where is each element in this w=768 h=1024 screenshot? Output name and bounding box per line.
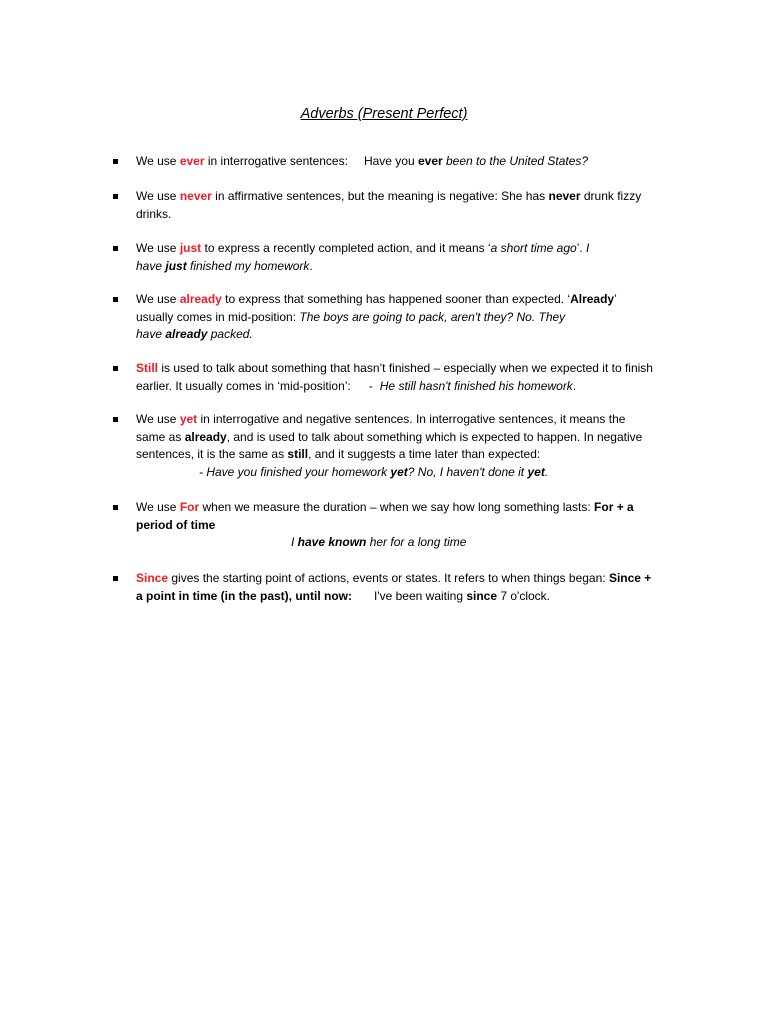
bullet-icon bbox=[113, 576, 118, 581]
text-line bbox=[136, 464, 676, 482]
keyword-just: just bbox=[179, 241, 202, 255]
text-line bbox=[136, 570, 676, 588]
keyword-already: already bbox=[179, 292, 222, 306]
emphasis-already: Already bbox=[570, 292, 615, 306]
bullet-icon bbox=[113, 159, 118, 164]
example-text: . bbox=[544, 464, 549, 479]
emphasis-already: already bbox=[184, 429, 227, 444]
rule-text: For + a bbox=[594, 500, 634, 514]
text-run: ’ bbox=[614, 292, 617, 306]
example-text: ? No, I haven't done it bbox=[407, 464, 528, 479]
emphasis-ever: ever bbox=[417, 154, 443, 168]
text-run: We use bbox=[136, 412, 180, 426]
keyword-ever: ever bbox=[179, 154, 205, 168]
rule-text: Since + bbox=[608, 571, 652, 585]
text-line bbox=[136, 588, 676, 606]
text-line bbox=[136, 291, 676, 309]
text-run: in interrogative and negative sentences. In interrogative sentences, it means the bbox=[197, 412, 626, 426]
text-run: usually comes in mid-position: bbox=[136, 309, 300, 324]
text-line bbox=[136, 309, 676, 327]
text-run: drinks. bbox=[136, 206, 172, 221]
list-item-text bbox=[136, 499, 676, 552]
example-text: her for a long time bbox=[366, 535, 467, 550]
text-line bbox=[136, 534, 676, 552]
text-line bbox=[136, 446, 676, 464]
text-run: We use bbox=[136, 292, 180, 306]
text-run: We use bbox=[136, 154, 180, 168]
list-item-text bbox=[136, 411, 676, 481]
list-item-text bbox=[136, 570, 676, 605]
bullet-icon bbox=[113, 417, 118, 422]
text-line bbox=[136, 188, 676, 206]
text-run: I've been waiting bbox=[373, 588, 467, 603]
bullet-icon bbox=[113, 505, 118, 510]
emphasis-yet: yet bbox=[390, 464, 408, 479]
emphasis-since: since bbox=[466, 588, 498, 603]
rule-text: a point in time (in the past), until now: bbox=[136, 588, 352, 603]
text-run: gives the starting point of actions, events or states. It refers to when things began: bbox=[168, 571, 609, 585]
text-line bbox=[136, 411, 676, 429]
text-run: to express that something has happened sooner than expected. ‘ bbox=[221, 292, 571, 306]
text-run: - bbox=[368, 378, 373, 393]
list-item-text bbox=[136, 291, 676, 344]
page-title: Adverbs (Present Perfect) bbox=[300, 106, 468, 122]
example-text: He still hasn't finished his homework bbox=[379, 378, 573, 393]
text-line bbox=[136, 499, 676, 517]
text-line bbox=[136, 326, 676, 344]
emphasis-have-known: have known bbox=[297, 535, 367, 550]
example-text: The boys are going to pack, aren't they? No. They bbox=[299, 309, 566, 324]
bullet-icon bbox=[113, 297, 118, 302]
bullet-icon bbox=[113, 246, 118, 251]
text-line bbox=[136, 206, 676, 224]
text-run: in interrogative sentences: bbox=[204, 154, 348, 168]
text-run: to express a recently completed action, and it means ‘ bbox=[201, 241, 491, 255]
text-run: We use bbox=[136, 189, 180, 203]
keyword-since: Since bbox=[136, 571, 169, 585]
emphasis-still: still bbox=[287, 447, 309, 462]
emphasis-just: just bbox=[165, 258, 187, 273]
example-text: I bbox=[582, 241, 590, 255]
bullet-icon bbox=[113, 194, 118, 199]
text-run: ’. bbox=[576, 241, 583, 255]
keyword-never: never bbox=[179, 189, 212, 203]
example-text: been to the United States? bbox=[442, 154, 589, 168]
list-item-text bbox=[136, 240, 676, 275]
text-run: drunk fizzy bbox=[580, 189, 642, 203]
emphasis-yet: yet bbox=[527, 464, 545, 479]
text-line bbox=[136, 258, 676, 276]
text-run: sentences, it is the same as bbox=[136, 447, 288, 462]
text-run: , and is used to talk about something which is expected to happen. In negative bbox=[226, 429, 643, 444]
text-run: We use bbox=[136, 241, 180, 255]
text-run: is used to talk about something that hasn’t finished – especially when we expected it to finish bbox=[158, 361, 653, 375]
list-item-text bbox=[136, 153, 676, 171]
keyword-for: For bbox=[179, 500, 200, 514]
text-run: when we measure the duration – when we say how long something lasts: bbox=[199, 500, 595, 514]
example-text: finished my homework bbox=[186, 258, 310, 273]
text-line bbox=[136, 240, 676, 258]
keyword-still: Still bbox=[136, 361, 159, 375]
rule-text: period of time bbox=[136, 517, 216, 532]
emphasis-never: never bbox=[548, 189, 581, 203]
example-text: a short time ago bbox=[490, 241, 577, 255]
text-run: Have you bbox=[363, 154, 418, 168]
bullet-icon bbox=[113, 366, 118, 371]
list-item-text bbox=[136, 188, 676, 223]
keyword-yet: yet bbox=[179, 412, 198, 426]
example-text: have bbox=[136, 258, 166, 273]
text-line bbox=[136, 378, 676, 396]
example-text: I bbox=[291, 535, 298, 550]
text-run: . bbox=[572, 378, 577, 393]
text-line bbox=[136, 360, 676, 378]
example-text: - Have you finished your homework bbox=[199, 464, 391, 479]
text-run: We use bbox=[136, 500, 180, 514]
text-line bbox=[136, 517, 676, 535]
text-run: 7 o'clock. bbox=[497, 588, 551, 603]
text-run: earlier. It usually comes in ‘mid-position’: bbox=[136, 378, 351, 393]
example-text: packed. bbox=[207, 327, 253, 342]
list-item-text bbox=[136, 360, 676, 395]
text-run: , and it suggests a time later than expected: bbox=[308, 447, 541, 462]
text-line bbox=[136, 429, 676, 447]
example-text: have bbox=[136, 327, 166, 342]
emphasis-already: already bbox=[165, 327, 208, 342]
text-run: . bbox=[309, 258, 313, 273]
text-run: in affirmative sentences, but the meaning is negative: She has bbox=[211, 189, 549, 203]
text-line bbox=[136, 153, 676, 171]
text-run: same as bbox=[136, 429, 185, 444]
